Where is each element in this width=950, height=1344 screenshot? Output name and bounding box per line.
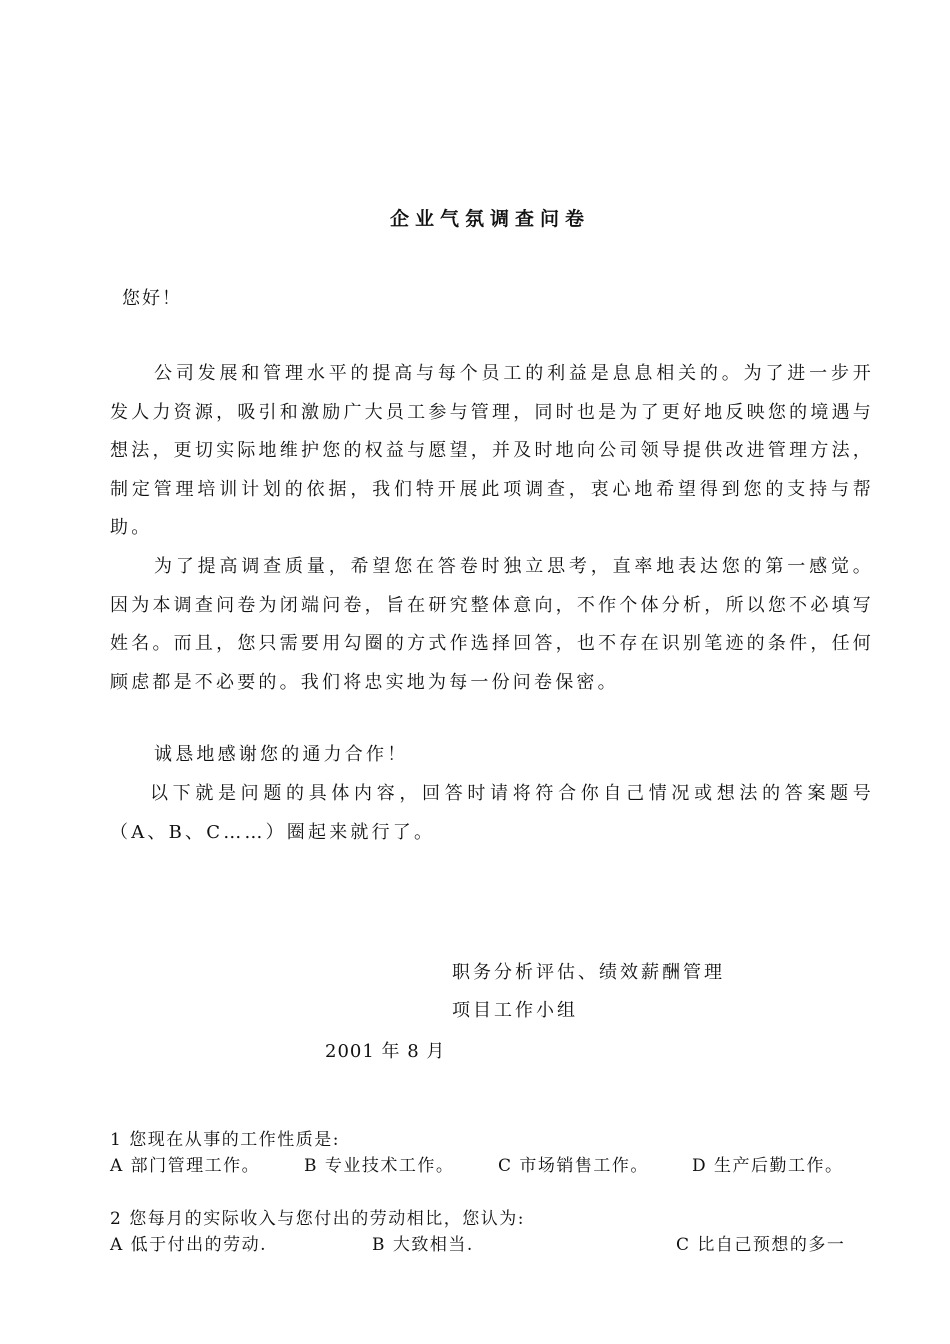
question-stem: 1 您现在从事的工作性质是: bbox=[110, 1130, 340, 1150]
option-a[interactable]: A 部门管理工作。 bbox=[110, 1156, 261, 1176]
question-stem: 2 您每月的实际收入与您付出的劳动相比，您认为: bbox=[110, 1209, 525, 1229]
signature-line-1: 职务分析评估、绩效薪酬管理 bbox=[452, 962, 725, 983]
option-c[interactable]: C 比自己预想的多一 bbox=[676, 1235, 846, 1255]
option-d[interactable]: D 生产后勤工作。 bbox=[692, 1156, 844, 1176]
answer-instruction-paragraph: 以下就是问题的具体内容，回答时请将符合你自己情况或想法的答案题号（A、B、C……）圈起来就行了。 bbox=[110, 783, 874, 843]
page-title: 企业气氛调查问卷 bbox=[389, 208, 590, 230]
instruction-paragraph: 为了提高调查质量，希望您在答卷时独立思考，直率地表达您的第一感觉。因为本调查问卷为闭端问卷，旨在研究整体意向，不作个体分析，所以您不必填写姓名。而且，您只需要用勾圈的方式作选择回答，也不存在识别笔迹的条件，任何顾虑都是不必要的。我们将忠实地为每一份问卷保密。 bbox=[110, 556, 874, 693]
question-options bbox=[110, 1232, 890, 1258]
question-2 bbox=[110, 1206, 890, 1258]
intro-paragraph: 公司发展和管理水平的提高与每个员工的利益是息息相关的。为了进一步开发人力资源，吸引和激励广大员工参与管理，同时也是为了更好地反映您的境遇与想法，更切实际地维护您的权益与愿望，并及时地向公司领导提供改进管理方法，制定管理培训计划的依据，我们特开展此项调查，衷心地希望得到您的支持与帮助。 bbox=[110, 363, 874, 538]
option-c[interactable]: C 市场销售工作。 bbox=[498, 1156, 649, 1176]
thanks-paragraph: 诚恳地感谢您的通力合作！ bbox=[154, 744, 409, 765]
greeting: 您好！ bbox=[122, 288, 182, 309]
signature-line-2: 项目工作小组 bbox=[452, 1000, 578, 1021]
option-a[interactable]: A 低于付出的劳动. bbox=[110, 1235, 268, 1255]
question-1 bbox=[110, 1127, 890, 1179]
option-b[interactable]: B 大致相当. bbox=[372, 1235, 474, 1255]
option-b[interactable]: B 专业技术工作。 bbox=[304, 1156, 455, 1176]
signature-date: 2001 年 8 月 bbox=[325, 1041, 446, 1062]
question-options bbox=[110, 1153, 890, 1179]
